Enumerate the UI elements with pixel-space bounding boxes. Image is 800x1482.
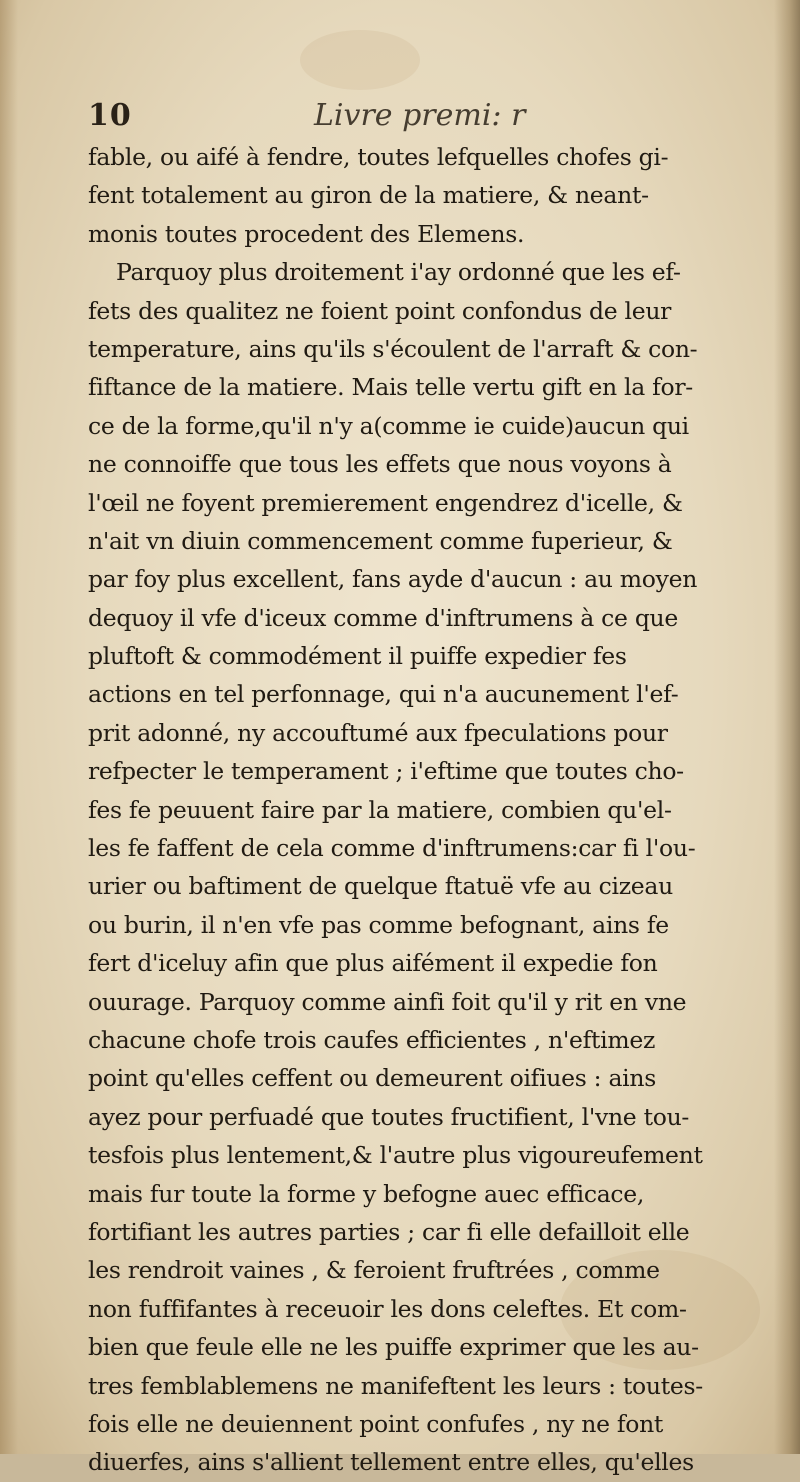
text-line: urier ou baftiment de quelque ftatuë vfe au cizeau: [88, 872, 673, 901]
text-line: refpecter le temperament ; i'eftime que toutes cho-: [88, 757, 684, 786]
running-head: Livre premi: r: [314, 98, 526, 133]
text-line: fortifiant les autres parties ; car fi elle defailloit elle: [88, 1217, 690, 1246]
text-line: ce de la forme,qu'il n'y a(comme ie cuide)aucun qui: [88, 411, 689, 440]
text-line: les rendroit vaines , & feroient fruftrées , comme: [88, 1256, 660, 1285]
text-line: Parquoy plus droitement i'ay ordonné que les ef-: [116, 258, 681, 287]
text-line: fent totalement au giron de la matiere, & neant-: [88, 181, 649, 210]
text-line: fable, ou aifé à fendre, toutes lefquelles chofes gi-: [88, 143, 669, 171]
text-line: prit adonné, ny accouftumé aux fpeculations pour: [88, 718, 668, 747]
text-line: monis toutes procedent des Elemens.: [88, 219, 525, 248]
text-line: tesfois plus lentement,& l'autre plus vigoureufement: [88, 1141, 703, 1170]
text-line: bien que feule elle ne les puiffe exprimer que les au-: [88, 1333, 699, 1362]
text-line: par foy plus excellent, fans ayde d'aucun : au moyen: [88, 565, 698, 594]
text-line: les fe faffent de cela comme d'inftrumens:car fi l'ou-: [88, 834, 696, 863]
text-line: ouurage. Parquoy comme ainfi foit qu'il y rit en vne: [88, 987, 687, 1016]
text-line: n'ait vn diuin commencement comme fuperieur, &: [88, 526, 673, 555]
page-left-edge: [0, 0, 18, 1454]
text-line: dequoy il vfe d'iceux comme d'inftrumens à ce que: [88, 603, 679, 632]
page-number: 10: [88, 98, 132, 133]
text-line: fes fe peuuent faire par la matiere, combien qu'el-: [88, 795, 672, 824]
text-line: mais fur toute la forme y befogne auec efficace,: [88, 1179, 645, 1208]
text-line: non fuffifantes à receuoir les dons celeftes. Et com-: [88, 1294, 687, 1323]
page-header: [88, 98, 688, 138]
text-line: ayez pour perfuadé que toutes fructifient, l'vne tou-: [88, 1102, 690, 1131]
text-line: temperature, ains qu'ils s'écoulent de l'arraft & con-: [88, 334, 698, 363]
text-line: pluftoft & commodément il puiffe expedier fes: [88, 642, 627, 671]
body-text: [88, 138, 800, 1482]
text-line: fois elle ne deuiennent point confufes , ny ne font: [88, 1409, 664, 1438]
text-line: actions en tel perfonnage, qui n'a aucunement l'ef-: [88, 680, 679, 709]
text-line: chacune chofe trois caufes efficientes , n'eftimez: [88, 1025, 656, 1054]
text-line: ou burin, il n'en vfe pas comme befognant, ains fe: [88, 910, 669, 939]
text-line: tres femblablemens ne manifeftent les leurs : toutes-: [88, 1371, 703, 1400]
text-line: fets des qualitez ne foient point confondus de leur: [88, 296, 672, 325]
paper-stain: [300, 30, 420, 90]
text-line: point qu'elles ceffent ou demeurent oifiues : ains: [88, 1064, 656, 1093]
text-line: fert d'iceluy afin que plus aifément il expedie fon: [88, 949, 658, 978]
text-line: ne connoiffe que tous les effets que nous voyons à: [88, 450, 672, 479]
text-line: diuerfes, ains s'allient tellement entre elles, qu'elles: [88, 1448, 694, 1477]
text-line: l'œil ne foyent premierement engendrez d'icelle, &: [88, 488, 683, 517]
text-line: fiftance de la matiere. Mais telle vertu gift en la for-: [88, 373, 693, 402]
